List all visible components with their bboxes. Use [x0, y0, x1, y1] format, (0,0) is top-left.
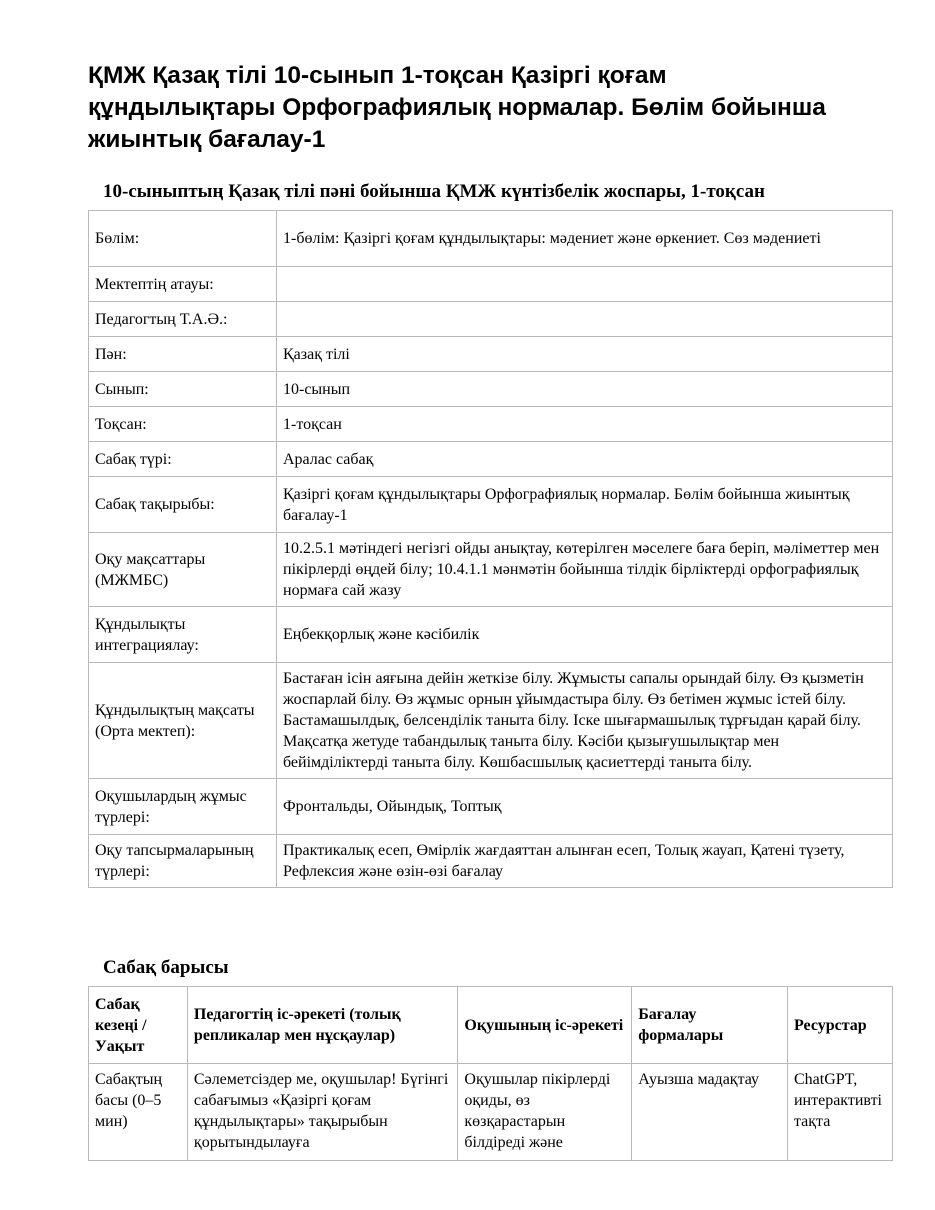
- lesson-table: [88, 986, 893, 1161]
- table-row: [89, 372, 893, 407]
- row-label: Құндылықты интеграциялау:: [89, 607, 277, 663]
- row-value: Аралас сабақ: [277, 442, 893, 477]
- row-value: 10.2.5.1 мәтіндегі негізгі ойды анықтау, көтерілген мәселеге баға беріп, мәліметтер мен пікірлерді өңдей білу; 10.4.1.1 мәнмәтін бойынша тілдік бірліктерді орфографиялық нормаға сай жазу: [277, 533, 893, 607]
- column-header-student: Оқушының іс-әрекеті: [458, 987, 632, 1064]
- table-row: [89, 477, 893, 533]
- assessment-cell: Ауызша мадақтау: [632, 1064, 788, 1161]
- row-label: Оқушылардың жұмыс түрлері:: [89, 779, 277, 835]
- document-title: ҚМЖ Қазақ тілі 10-сынып 1-тоқсан Қазіргі қоғам құндылықтары Орфографиялық нормалар. Бөлім бойынша жиынтық бағалау-1: [88, 62, 826, 153]
- row-label: Бөлім:: [89, 211, 277, 267]
- row-value: 1-тоқсан: [277, 407, 893, 442]
- row-label: Сабақ түрі:: [89, 442, 277, 477]
- row-label: Сынып:: [89, 372, 277, 407]
- row-value: 1-бөлім: Қазіргі қоғам құндылықтары: мәдениет және өркениет. Сөз мәдениеті: [277, 211, 893, 267]
- row-value: Бастаған ісін аяғына дейін жеткізе білу. Жұмысты сапалы орындай білу. Өз қызметін жоспарлай білу. Өз жұмыс орнын ұйымдастыра білу. Өз бетімен жұмыс істей білу. Бастамашылдық, белсенділік таныта білу. Іске шығармашылық тұрғыдан қарай білу. Мақсатқа жетуде табандылық таныта білу. Кәсіби қызығушылықтар мен бейімділіктерді таныта білу. Көшбасшылық қасиеттерді таныта білу.: [277, 663, 893, 779]
- column-header-resources: Ресурстар: [787, 987, 892, 1064]
- resources-cell: ChatGPT, интерактивті тақта: [787, 1064, 892, 1161]
- row-label: Сабақ тақырыбы:: [89, 477, 277, 533]
- row-label: Педагогтың Т.А.Ә.:: [89, 302, 277, 337]
- row-label: Тоқсан:: [89, 407, 277, 442]
- row-label: Оқу тапсырмаларының түрлері:: [89, 835, 277, 888]
- row-value: Қазақ тілі: [277, 337, 893, 372]
- table-row: [89, 211, 893, 267]
- table-row: [89, 267, 893, 302]
- row-value: Еңбекқорлық және кәсібилік: [277, 607, 893, 663]
- row-label: Оқу мақсаттары (МЖМБС): [89, 533, 277, 607]
- teacher-cell: Сәлеметсіздер ме, оқушылар! Бүгінгі сабағымыз «Қазіргі қоғам құндылықтары» тақырыбын қорытындылауға: [187, 1064, 457, 1161]
- table-row: [89, 1064, 893, 1161]
- row-value: [277, 267, 893, 302]
- row-label: Құндылықтың мақсаты (Орта мектеп):: [89, 663, 277, 779]
- plan-info-table: [88, 210, 893, 888]
- lesson-heading: Сабақ барысы: [103, 957, 229, 978]
- table-header-row: [89, 987, 893, 1064]
- table-row: [89, 442, 893, 477]
- table-row: [89, 533, 893, 607]
- stage-cell: Сабақтың басы (0–5 мин): [89, 1064, 188, 1161]
- row-value: [277, 302, 893, 337]
- table-row: [89, 663, 893, 779]
- row-value: 10-сынып: [277, 372, 893, 407]
- row-label: Пән:: [89, 337, 277, 372]
- table-row: [89, 779, 893, 835]
- row-value: Практикалық есеп, Өмірлік жағдаяттан алынған есеп, Толық жауап, Қатені түзету, Рефлексия және өзін-өзі бағалау: [277, 835, 893, 888]
- row-value: Фронтальды, Ойындық, Топтық: [277, 779, 893, 835]
- row-label: Мектептің атауы:: [89, 267, 277, 302]
- table-row: [89, 835, 893, 888]
- row-value: Қазіргі қоғам құндылықтары Орфографиялық нормалар. Бөлім бойынша жиынтық бағалау-1: [277, 477, 893, 533]
- column-header-stage: Сабақ кезеңі / Уақыт: [89, 987, 188, 1064]
- column-header-assessment: Бағалау формалары: [632, 987, 788, 1064]
- plan-heading: 10-сыныптың Қазақ тілі пәні бойынша ҚМЖ күнтізбелік жоспары, 1-тоқсан: [103, 181, 765, 202]
- student-cell: Оқушылар пікірлерді оқиды, өз көзқарастарын білдіреді және: [458, 1064, 632, 1161]
- table-row: [89, 607, 893, 663]
- table-row: [89, 407, 893, 442]
- table-row: [89, 337, 893, 372]
- column-header-teacher: Педагогтің іс-әрекеті (толық репликалар мен нұсқаулар): [187, 987, 457, 1064]
- table-row: [89, 302, 893, 337]
